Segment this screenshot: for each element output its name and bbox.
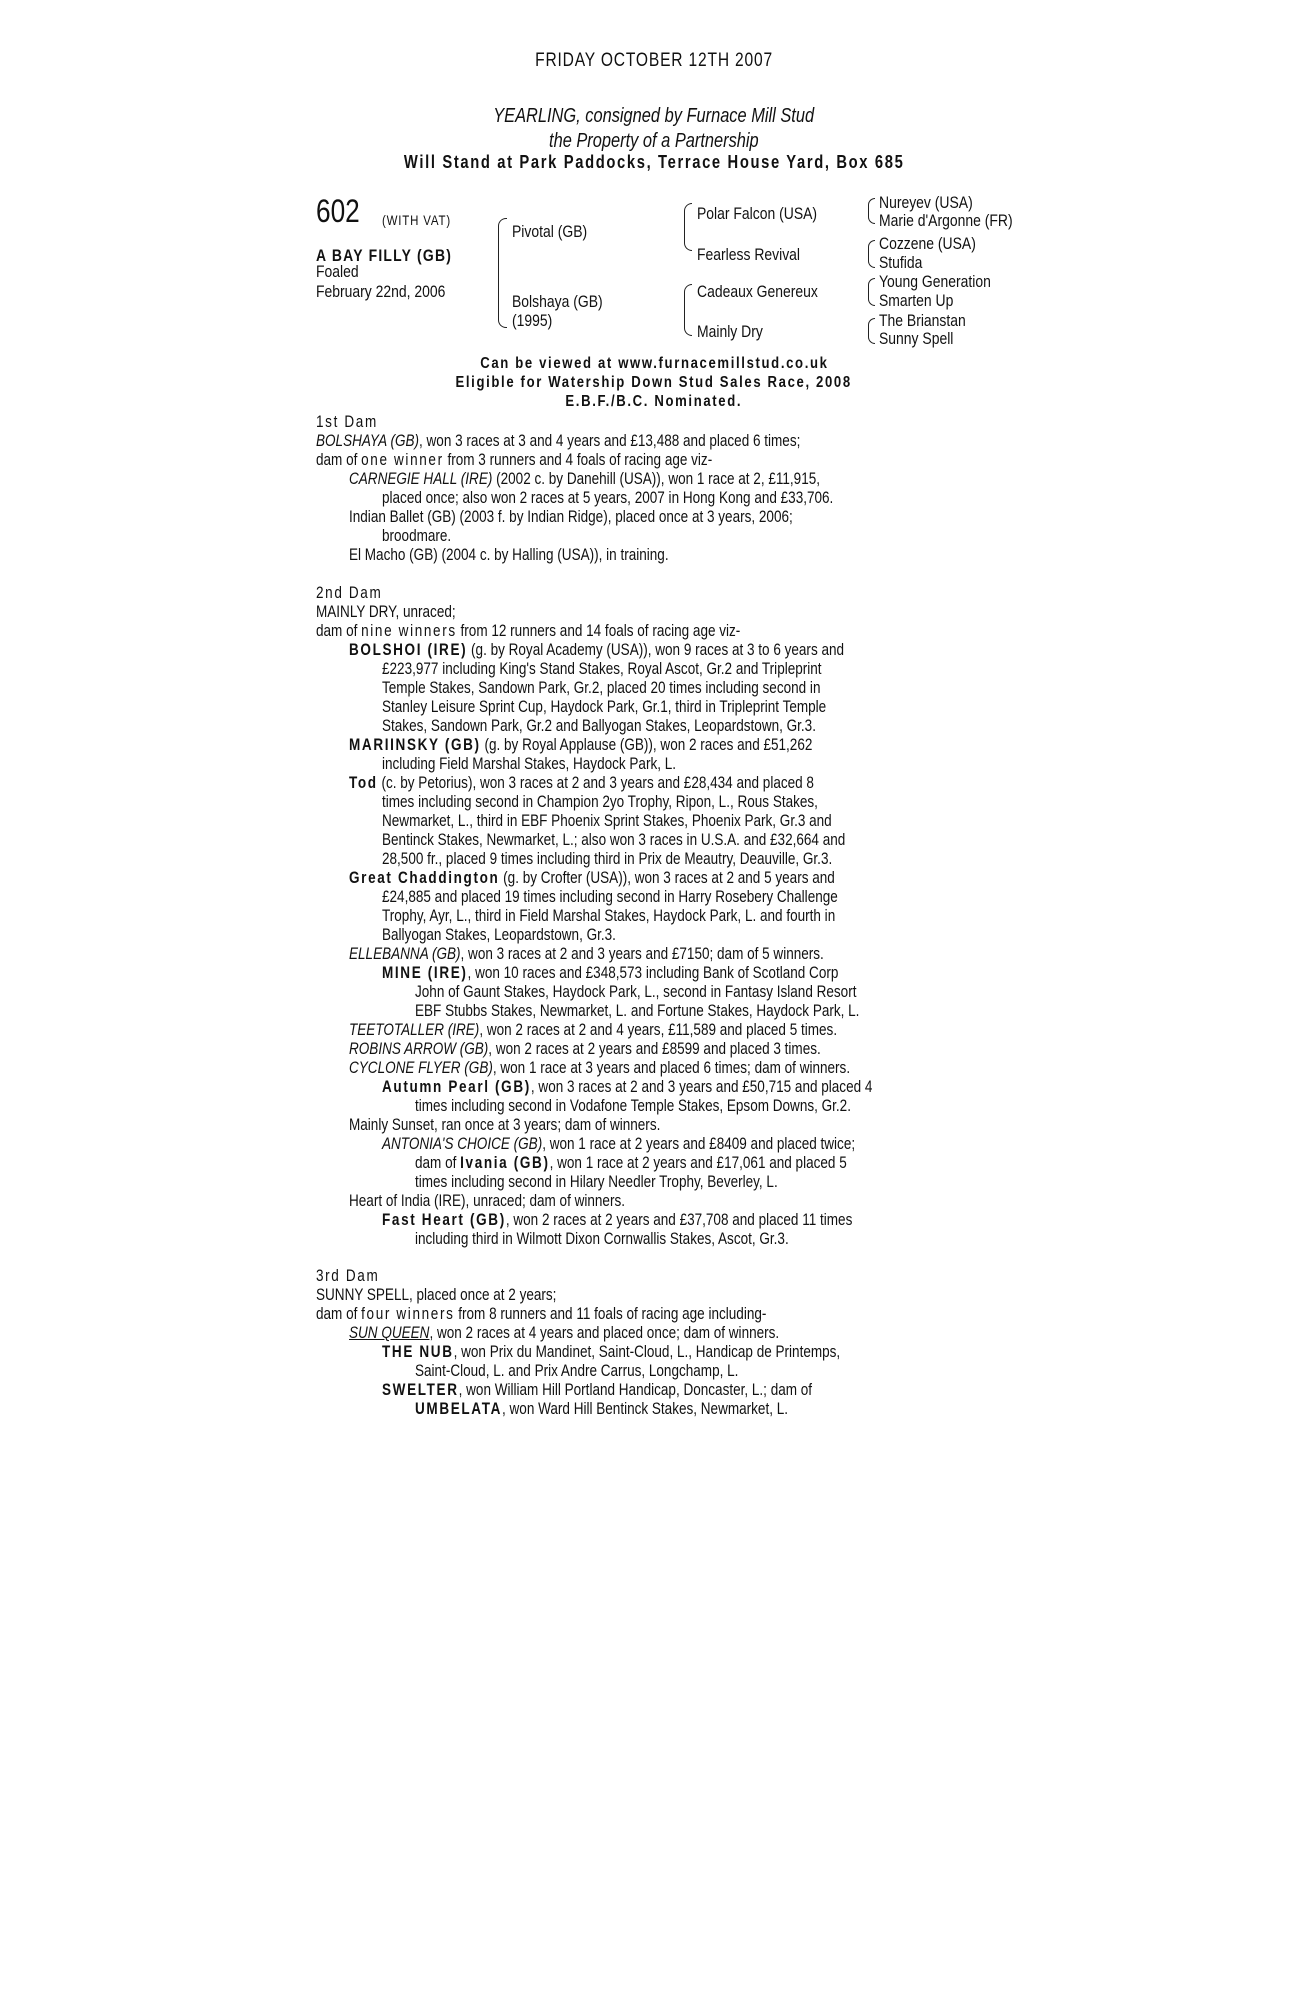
first-dam-line: CARNEGIE HALL (IRE) (2002 c. by Danehill (USA)), won 1 race at 2, £11,915, [349, 470, 821, 488]
second-dam-line: Trophy, Ayr, L., third in Field Marshal Stakes, Haydock Park, L. and fourth in [382, 907, 836, 925]
second-dam-line: ROBINS ARROW (GB), won 2 races at 2 years and £8599 and placed 3 times. [349, 1040, 821, 1058]
second-dam-line: including third in Wilmott Dixon Cornwallis Stakes, Ascot, Gr.3. [415, 1230, 789, 1248]
pedigree-brace-main [498, 218, 507, 328]
second-dam-line: times including second in Hilary Needler Trophy, Beverley, L. [415, 1173, 778, 1191]
second-dam-line: Temple Stakes, Sandown Park, Gr.2, placed 20 times including second in [382, 679, 821, 697]
second-dam-line: Tod (c. by Petorius), won 3 races at 2 and 3 years and £28,434 and placed 8 [349, 774, 814, 792]
second-dam-line: MARIINSKY (GB) (g. by Royal Applause (GB)), won 2 races and £51,262 [349, 736, 813, 754]
second-dam-line: 28,500 fr., placed 9 times including third in Prix de Meautry, Deauville, Gr.3. [382, 850, 833, 868]
third-dam-section [316, 1267, 1016, 1419]
second-dam-line: EBF Stubbs Stakes, Newmarket, L. and Fortune Stakes, Haydock Park, L. [415, 1002, 860, 1020]
great-grandparent-8: Sunny Spell [879, 329, 954, 348]
pedigree-brace-sire [684, 203, 692, 251]
grandsire-4: Mainly Dry [697, 322, 763, 341]
third-dam-line: SUNNY SPELL, placed once at 2 years; [316, 1286, 557, 1304]
foaled-info [316, 262, 474, 302]
second-dam-line: £24,885 and placed 19 times including second in Harry Rosebery Challenge [382, 888, 838, 906]
third-dam-line: THE NUB, won Prix du Mandinet, Saint-Cloud, L., Handicap de Printemps, [382, 1343, 841, 1361]
second-dam-line: times including second in Champion 2yo Trophy, Ripon, L., Rous Stakes, [382, 793, 818, 811]
second-dam-heading: 2nd Dam [316, 584, 383, 602]
great-grandparent-5: Young Generation [879, 272, 991, 291]
grandsire-1: Polar Falcon (USA) [697, 204, 818, 223]
great-grandparent-1: Nureyev (USA) [879, 193, 973, 212]
second-dam-line: MAINLY DRY, unraced; [316, 603, 456, 621]
first-dam-line: placed once; also won 2 races at 5 years, 2007 in Hong Kong and £33,706. [382, 489, 834, 507]
grandsire-2: Fearless Revival [697, 245, 801, 264]
foaled-label: Foaled [316, 262, 359, 281]
second-dam-line: Stakes, Sandown Park, Gr.2 and Ballyogan Stakes, Leopardstown, Gr.3. [382, 717, 816, 735]
second-dam-line: times including second in Vodafone Temple Stakes, Epsom Downs, Gr.2. [415, 1097, 851, 1115]
second-dam-line: Autumn Pearl (GB), won 3 races at 2 and 3 years and £50,715 and placed 4 [382, 1078, 873, 1096]
first-dam-line: BOLSHAYA (GB), won 3 races at 3 and 4 years and £13,488 and placed 6 times; [316, 432, 801, 450]
nomination-note: E.B.F./B.C. Nominated. [565, 393, 743, 410]
dam-year: (1995) [512, 311, 553, 330]
second-dam-line: Mainly Sunset, ran once at 3 years; dam of winners. [349, 1116, 661, 1134]
third-dam-heading: 3rd Dam [316, 1267, 380, 1285]
second-dam-line: MINE (IRE), won 10 races and £348,573 including Bank of Scotland Corp [382, 964, 839, 982]
great-grandparent-4: Stufida [879, 253, 923, 272]
second-dam-line: Fast Heart (GB), won 2 races at 2 years and £37,708 and placed 11 times [382, 1211, 853, 1229]
third-dam-line: UMBELATA, won Ward Hill Bentinck Stakes, Newmarket, L. [415, 1400, 789, 1418]
second-dam-line: Stanley Leisure Sprint Cup, Haydock Park, Gr.1, third in Tripleprint Temple [382, 698, 827, 716]
stand-location: Will Stand at Park Paddocks, Terrace House Yard, Box 685 [403, 152, 905, 172]
second-dam-line: ANTONIA'S CHOICE (GB), won 1 race at 2 years and £8409 and placed twice; [382, 1135, 856, 1153]
eligibility-note: Eligible for Watership Down Stud Sales Race, 2008 [455, 374, 853, 391]
second-dam-line: CYCLONE FLYER (GB), won 1 race at 3 years and placed 6 times; dam of winners. [349, 1059, 851, 1077]
great-grandparent-7: The Brianstan [879, 311, 966, 330]
consignment-info [0, 104, 1308, 154]
third-dam-line: dam of four winners from 8 runners and 11 foals of racing age including- [316, 1305, 767, 1323]
first-dam-line: dam of one winner from 3 runners and 4 foals of racing age viz- [316, 451, 713, 469]
vat-label: (WITH VAT) [382, 212, 451, 228]
second-dam-line: £223,977 including King's Stand Stakes, Royal Ascot, Gr.2 and Tripleprint [382, 660, 822, 678]
second-dam-line: Bentinck Stakes, Newmarket, L.; also won 3 races in U.S.A. and £32,664 and [382, 831, 846, 849]
pedigree-brace-g4 [868, 318, 875, 344]
pedigree-brace-g2 [868, 240, 875, 268]
dam-name: Bolshaya (GB) [512, 292, 603, 311]
second-dam-line: TEETOTALLER (IRE), won 2 races at 2 and 4 years, £11,589 and placed 5 times. [349, 1021, 838, 1039]
second-dam-line: Heart of India (IRE), unraced; dam of winners. [349, 1192, 625, 1210]
horse-name: A BAY FILLY (GB) [316, 246, 453, 265]
third-dam-line: SUN QUEEN, won 2 races at 4 years and placed once; dam of winners. [349, 1324, 780, 1342]
property-of: the Property of a Partnership [549, 130, 759, 152]
third-dam-line: SWELTER, won William Hill Portland Handicap, Doncaster, L.; dam of [382, 1381, 813, 1399]
first-dam-section [316, 413, 1016, 565]
page-date: FRIDAY OCTOBER 12TH 2007 [535, 50, 773, 71]
pedigree-brace-dam [684, 284, 692, 336]
second-dam-line: John of Gaunt Stakes, Haydock Park, L., second in Fantasy Island Resort [415, 983, 857, 1001]
second-dam-line: including Field Marshal Stakes, Haydock Park, L. [382, 755, 677, 773]
pedigree-brace-g3 [868, 278, 875, 306]
consigned-by: YEARLING, consigned by Furnace Mill Stud [493, 105, 815, 127]
second-dam-line: Newmarket, L., third in EBF Phoenix Sprint Stakes, Phoenix Park, Gr.3 and [382, 812, 832, 830]
foaled-date: February 22nd, 2006 [316, 282, 446, 301]
second-dam-line: Ballyogan Stakes, Leopardstown, Gr.3. [382, 926, 616, 944]
viewing-note: Can be viewed at www.furnacemillstud.co.uk [479, 355, 829, 372]
second-dam-line: Great Chaddington (g. by Crofter (USA)), won 3 races at 2 and 5 years and [349, 869, 835, 887]
pedigree-brace-g1 [868, 198, 875, 224]
notes-block [0, 354, 1308, 411]
great-grandparent-3: Cozzene (USA) [879, 234, 976, 253]
third-dam-line: Saint-Cloud, L. and Prix Andre Carrus, Longchamp, L. [415, 1362, 739, 1380]
first-dam-line: Indian Ballet (GB) (2003 f. by Indian Ridge), placed once at 3 years, 2006; [349, 508, 793, 526]
first-dam-line: El Macho (GB) (2004 c. by Halling (USA)), in training. [349, 546, 669, 564]
second-dam-line: dam of Ivania (GB), won 1 race at 2 years and £17,061 and placed 5 [415, 1154, 847, 1172]
second-dam-line: ELLEBANNA (GB), won 3 races at 2 and 3 years and £7150; dam of 5 winners. [349, 945, 824, 963]
second-dam-line: BOLSHOI (IRE) (g. by Royal Academy (USA)), won 9 races at 3 to 6 years and [349, 641, 845, 659]
grandsire-3: Cadeaux Genereux [697, 282, 818, 301]
sire-name: Pivotal (GB) [512, 222, 588, 241]
great-grandparent-2: Marie d'Argonne (FR) [879, 211, 1013, 230]
great-grandparent-6: Smarten Up [879, 291, 954, 310]
lot-number: 602 [316, 193, 360, 229]
first-dam-line: broodmare. [382, 527, 452, 545]
first-dam-heading: 1st Dam [316, 413, 378, 431]
second-dam-section [316, 584, 1016, 1249]
second-dam-line: dam of nine winners from 12 runners and 14 foals of racing age viz- [316, 622, 741, 640]
